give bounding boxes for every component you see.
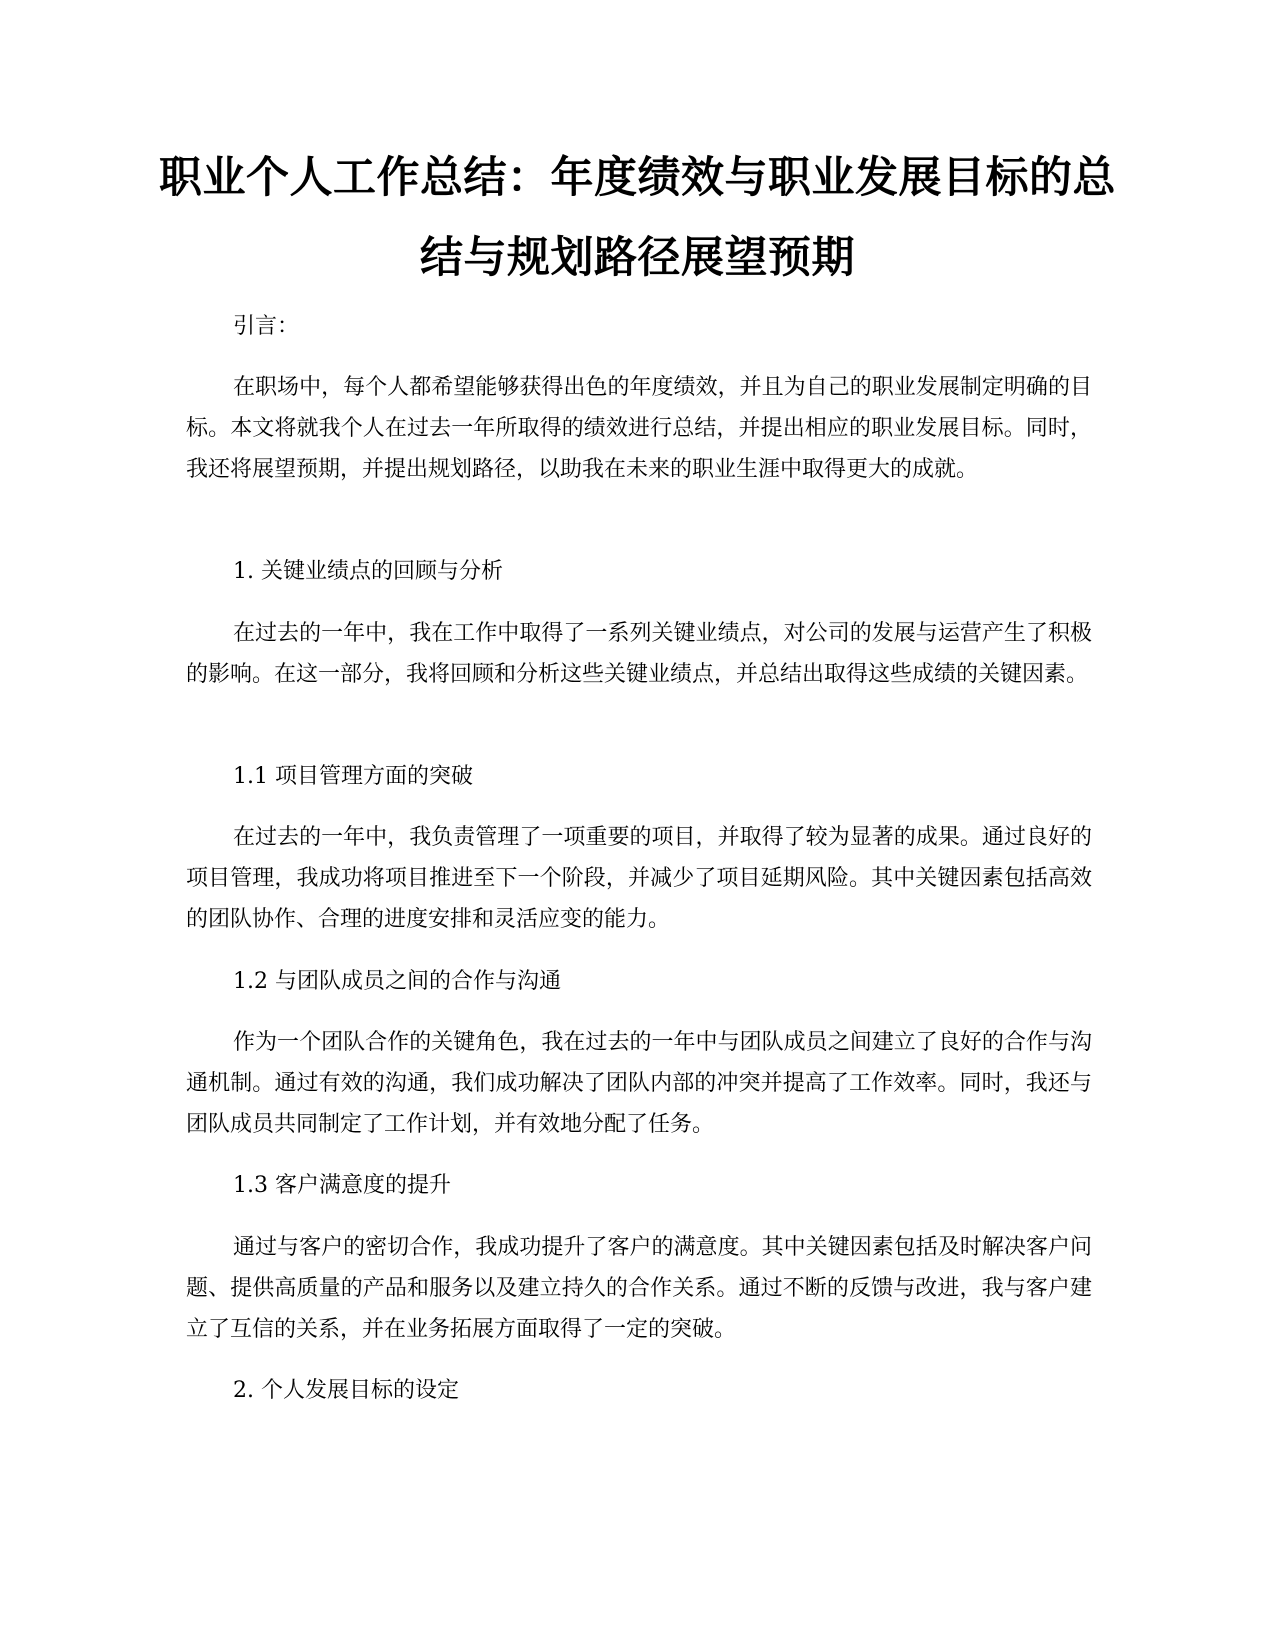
section-1-1-paragraph: 在过去的一年中，我负责管理了一项重要的项目，并取得了较为显著的成果。通过良好的项目管理，我成功将项目推进至下一个阶段，并减少了项目延期风险。其中关键因素包括高效的团队协作、合理的进度安排和灵活应变的能力。: [186, 825, 1092, 932]
section-1-3-paragraph: 通过与客户的密切合作，我成功提升了客户的满意度。其中关键因素包括及时解决客户问题、提供高质量的产品和服务以及建立持久的合作关系。通过不断的反馈与改进，我与客户建立了互信的关系，并在业务拓展方面取得了一定的突破。: [186, 1235, 1092, 1342]
document-title: 职业个人工作总结：年度绩效与职业发展目标的总结与规划路径展望预期: [159, 153, 1116, 283]
section-heading-1-1: 1.1 项目管理方面的突破: [233, 764, 473, 789]
section-heading-1: 1. 关键业绩点的回顾与分析: [233, 559, 503, 584]
section-1-paragraph: 在过去的一年中，我在工作中取得了一系列关键业绩点，对公司的发展与运营产生了积极的影响。在这一部分，我将回顾和分析这些关键业绩点，并总结出取得这些成绩的关键因素。: [186, 621, 1092, 687]
section-heading-1-2: 1.2 与团队成员之间的合作与沟通: [233, 969, 561, 994]
section-1-2-paragraph: 作为一个团队合作的关键角色，我在过去的一年中与团队成员之间建立了良好的合作与沟通机制。通过有效的沟通，我们成功解决了团队内部的冲突并提高了工作效率。同时，我还与团队成员共同制定了工作计划，并有效地分配了任务。: [186, 1030, 1092, 1137]
intro-paragraph: 在职场中，每个人都希望能够获得出色的年度绩效，并且为自己的职业发展制定明确的目标。本文将就我个人在过去一年所取得的绩效进行总结，并提出相应的职业发展目标。同时，我还将展望预期，并提出规划路径，以助我在未来的职业生涯中取得更大的成就。: [186, 375, 1092, 482]
section-heading-1-3: 1.3 客户满意度的提升: [233, 1173, 451, 1198]
section-heading-2: 2. 个人发展目标的设定: [233, 1378, 459, 1403]
intro-label: 引言：: [233, 314, 300, 339]
